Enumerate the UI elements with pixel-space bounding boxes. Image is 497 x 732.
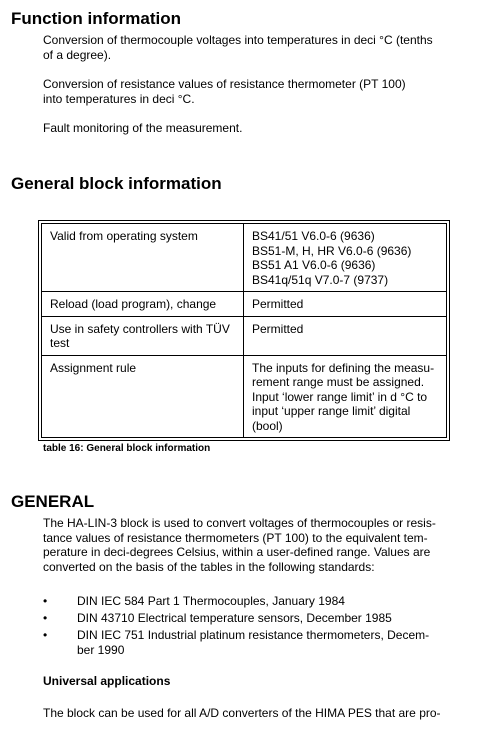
list-item-text xyxy=(77,611,453,626)
general-intro-paragraph xyxy=(43,516,463,574)
text-line: DIN IEC 584 Part 1 Thermocouples, January 1984 xyxy=(77,594,345,608)
general-heading: GENERAL xyxy=(11,492,95,511)
text-line: Valid from operating system xyxy=(50,229,198,243)
table-cell-label xyxy=(42,224,244,292)
text-line: DIN 43710 Electrical temperature sensors, December 1985 xyxy=(77,611,392,625)
bullet-icon: • xyxy=(43,594,48,608)
table-cell-label xyxy=(42,355,244,438)
general-block-information-heading: General block information xyxy=(11,174,222,193)
text-line: DIN IEC 751 Industrial platinum resistance thermometers, Decem- xyxy=(77,628,430,642)
table-row xyxy=(42,355,447,438)
function-paragraph-1 xyxy=(43,33,463,62)
text-line: rement range must be assigned. xyxy=(252,375,425,389)
bullet-icon: • xyxy=(43,611,48,625)
text-line: The block can be used for all A/D converters of the HIMA PES that are pro- xyxy=(43,706,441,720)
text-line: tance values of resistance thermometers (PT 100) to the equivalent tem- xyxy=(43,530,428,545)
text-line: Input ‘lower range limit’ in d °C to xyxy=(252,389,428,404)
text-line: BS41/51 V6.0-6 (9636) xyxy=(252,229,375,243)
text-line: Conversion of resistance values of resistance thermometer (PT 100) xyxy=(43,77,406,91)
table-row xyxy=(42,292,447,317)
table-cell-value xyxy=(244,355,447,438)
table-cell-label xyxy=(42,316,244,355)
text-line: test xyxy=(50,336,70,350)
text-line: Assignment rule xyxy=(50,360,137,375)
text-line: perature in deci-degrees Celsius, within a user-defined range. Values are xyxy=(43,545,431,559)
table-cell-value xyxy=(244,224,447,292)
table-cell-label xyxy=(42,292,244,317)
function-information-heading: Function information xyxy=(11,9,181,28)
list-item-text xyxy=(77,594,453,609)
text-line: The inputs for defining the measu- xyxy=(252,360,435,375)
bullet-icon: • xyxy=(43,628,48,642)
table-row xyxy=(42,316,447,355)
function-paragraph-2 xyxy=(43,77,463,106)
text-line: BS41q/51q V7.0-7 (9737) xyxy=(252,272,389,287)
list-item xyxy=(43,611,453,626)
text-line: Permitted xyxy=(252,321,304,336)
table-row xyxy=(42,224,447,292)
text-line: Fault monitoring of the measurement. xyxy=(43,121,243,135)
table-cell-value xyxy=(244,316,447,355)
general-block-information-table xyxy=(41,223,447,438)
text-line: Use in safety controllers with TÜV xyxy=(50,321,230,336)
list-item xyxy=(43,594,453,609)
text-line: BS51 A1 V6.0-6 (9636) xyxy=(252,258,376,272)
universal-applications-paragraph xyxy=(43,706,463,721)
text-line: of a degree). xyxy=(43,47,112,62)
text-line: converted on the basis of the tables in the following standards: xyxy=(43,559,375,574)
table-cell-value xyxy=(244,292,447,317)
text-line: (bool) xyxy=(252,418,283,433)
universal-applications-heading: Universal applications xyxy=(43,674,171,688)
table-caption: table 16: General block information xyxy=(43,443,211,454)
text-line: into temperatures in deci °C. xyxy=(43,91,195,106)
text-line: The HA-LIN-3 block is used to convert voltages of thermocouples or resis- xyxy=(43,516,436,530)
standards-list xyxy=(43,594,453,660)
text-line: BS51-M, H, HR V6.0-6 (9636) xyxy=(252,243,412,258)
function-paragraph-3 xyxy=(43,121,463,136)
text-line: input ‘upper range limit’ digital xyxy=(252,404,411,418)
text-line: Conversion of thermocouple voltages into temperatures in deci °C (tenths xyxy=(43,33,433,47)
text-line: ber 1990 xyxy=(77,642,125,657)
text-line: Reload (load program), change xyxy=(50,297,217,311)
list-item xyxy=(43,628,453,657)
list-item-text xyxy=(77,628,453,657)
text-line: Permitted xyxy=(252,297,304,311)
